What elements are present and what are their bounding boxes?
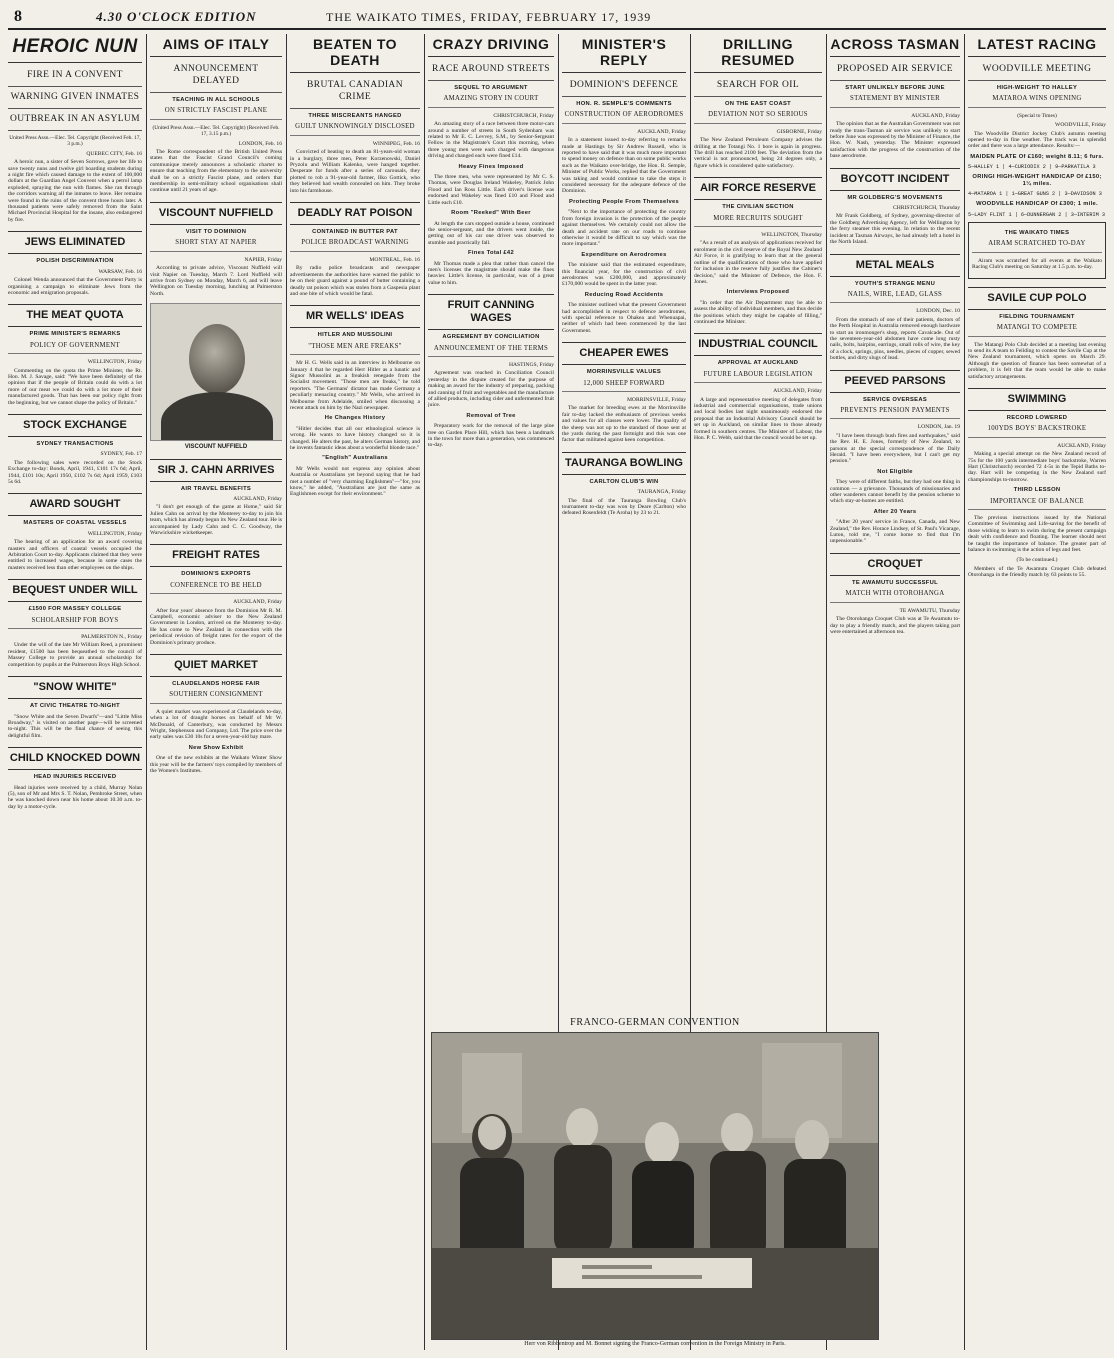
paragraph: Members of the Te Awamutu Croquet Club defeated Otorohanga in the friendly match by 63 points to 55. xyxy=(968,565,1106,579)
paragraph: A heroic nun, a sister of Seven Sorrows, gave her life to save twenty nuns and twelve girl boarding students during a night fire which caused damage to the extent of 100,000 dollars at the Guardian Angel Convent when a petrol lamp exploded, spraying the nun with flames. She ran through the corridors warning all the inmates to leave. Her remains were found in the ruins of the convent three hours later. A thousand patients were safely removed from the Saint Michael Provincial Hospital for the insane, also endangered by fire. xyxy=(8,159,142,223)
paragraph: Colonel Wenda announced that the Government Party is organising a campaign to eliminate Jews from the economic and emigration proposals. xyxy=(8,277,142,296)
dateline: TE AWAMUTU, Thursday xyxy=(899,607,960,614)
paragraph: "Snow White and the Seven Dwarfs"—and "Little Miss Broadway," is visited on another page—will be screened to-night. This will be the final chance of seeing this delightful film. xyxy=(8,713,142,739)
paragraph: "I have been through bush fires and earthquakes," said the Rev. H. E. Jones, formerly of New Zealand, to parsons at the special correspondence of the Daily Herald. "I have been everywhere, but I can't get my pension." xyxy=(830,432,960,465)
paragraph: The New Zealand Petroleum Company advises the drilling at the Totangi No. 1 bore is again in progress. The drill has reached 2100 feet. The deviation from the vertical is not pronounced, being 24 degrees only, a figure which is considered quite satisfactory. xyxy=(694,137,822,169)
article-body xyxy=(830,433,960,465)
subheading: ANNOUNCEMENT DELAYED xyxy=(150,63,282,93)
article-body xyxy=(830,479,960,505)
photo-image xyxy=(431,1032,879,1340)
dateline: WOODVILLE, Friday xyxy=(1055,122,1106,129)
headline: AIR FORCE RESERVE xyxy=(694,177,822,200)
subheading: WARNING GIVEN INMATES xyxy=(8,91,142,109)
subheading: STATEMENT BY MINISTER xyxy=(830,96,960,107)
notice-box xyxy=(968,222,1106,279)
masthead xyxy=(8,6,1106,30)
article-body xyxy=(428,423,554,449)
headline: FRUIT CANNING WAGES xyxy=(428,294,554,330)
paragraph: Mr Thomas made a plea that rather than cancel the men's licenses the magistrate should make the fines heavier. Little's license, in particular, was of a great value to him. xyxy=(428,260,554,286)
dateline: GISBORNE, Friday xyxy=(776,128,822,135)
dateline: LONDON, Dec. 10 xyxy=(916,308,960,315)
subheading: CONSTRUCTION OF AERODROMES xyxy=(562,112,686,123)
subheading: SEARCH FOR OIL xyxy=(694,79,822,97)
race-title: ORINGI HIGH-WEIGHT HANDICAP Of £150; 1¼ miles. xyxy=(972,174,1102,187)
subheading: MORE RECRUITS SOUGHT xyxy=(694,216,822,227)
paragraph: From the stomach of one of their patients, doctors of the Perth Hospital in Australia removed enough hardware to start an ironmonger's shop, reports Cavalcade. Out of the seventeen-year-old abdomen have come long rusty nails, bolts, hairpins, earrings, small rolls of wire, the key of a clock, springs, pins, needles, pieces of copper, sewed bottles, and dirty slugs of lead. xyxy=(830,316,960,362)
headline: QUIET MARKET xyxy=(150,654,282,677)
headline: DRILLING RESUMED xyxy=(694,34,822,73)
paragraph: "Next to the importance of protecting the country from foreign invasion is the protection of the people against themselves. We certainly could not allow the death and accident rate on our roads to continue otherwise it would be difficult to say which was the more important." xyxy=(562,209,686,248)
dateline: WELLINGTON, Thursday xyxy=(761,232,822,239)
paragraph: The minister said that the estimated expenditure, this financial year, for the construction of civil aerodromes was £200,000, and approximately £170,000 would be spent in the latter year. xyxy=(562,262,686,288)
subheading: APPROVAL AT AUCKLAND xyxy=(717,360,799,367)
paragraph: Mr H. G. Wells said in an interview in Melbourne on January 4 that he regarded Herr Hitler as a lunatic and Signor Mussolini as a freakish renegade from the Socialist movement. "Those men are freaks," he told reporters. "The Germans' dictator has made Germany a peculiarly menacing country." Mr Wells, who arrived in Melbourne from Adelaide, smiled when discussing a recent attack on him by the Nazi newspaper. xyxy=(290,360,420,411)
subheading: FIELDING TOURNAMENT xyxy=(999,313,1075,320)
dateline: AUCKLAND, Friday xyxy=(637,128,686,135)
headline: CRAZY DRIVING xyxy=(428,34,554,57)
photo-caption: Herr von Ribbentrop and M. Bonnet signing the Franco-German convention in the Foreign Ministry in Paris. xyxy=(524,1341,786,1347)
article-body xyxy=(694,240,822,285)
paragraph: Convicted of beating to death an 81-years-old woman in a burglary, three men, Peter Korzenowski, Daniel Pryzolu and William Kalenko, were hanged together. Desperate for funds after a series of carousals, they plotted to rob a 91-year-old farmer, Ilko Gottick, who they believed had wealth concealed on him. They broke into his farmhouse. xyxy=(290,149,420,194)
subheading: Removal of Tree xyxy=(466,412,516,419)
dateline: WARSAW, Feb. 16 xyxy=(98,268,142,275)
subheading: Heavy Fines Imposed xyxy=(458,163,524,170)
notice-label: THE WAIKATO TIMES xyxy=(1004,230,1070,237)
paragraph: A large and representative meeting of delegates from industrial and commercial organisations, trade unions and local bodies last night unanimously endorsed the proposal that an Industrial Advisory Council should be set up in Auckland, on similar lines to those already formed in southern centres. The Minister of Labour, the Hon. P. C. Webb, said that the council would be set up. xyxy=(694,396,822,441)
subheading: HON. R. SEMPLE'S COMMENTS xyxy=(576,101,672,107)
article-body xyxy=(150,504,282,536)
headline: AWARD SOUGHT xyxy=(8,493,142,516)
paragraph: "In order that the Air Department may be able to assess the ability of individual members, and thus decide the positions which they might be capable of filling," continued the Minister. xyxy=(694,299,822,325)
article-body xyxy=(694,300,822,326)
edition-label: 4.30 O'CLOCK EDITION xyxy=(96,9,257,24)
article-body xyxy=(290,466,420,498)
dateline: LONDON, Jan. 19 xyxy=(917,424,960,431)
headline: METAL MEALS xyxy=(830,254,960,277)
article-body xyxy=(8,642,142,668)
article-body xyxy=(290,149,420,194)
race-title: MAIDEN PLATE Of £160; weight 8.11; 6 furs. xyxy=(970,153,1104,160)
subheading: HIGH-WEIGHT TO HALLEY xyxy=(996,85,1078,91)
subheading: RECORD LOWERED xyxy=(1006,414,1068,421)
subheading: WOODVILLE MEETING xyxy=(968,63,1106,81)
headline: MR WELLS' IDEAS xyxy=(290,305,420,328)
subheading: TE AWAMUTU SUCCESSFUL xyxy=(852,579,938,586)
subheading: SOUTHERN CONSIGNMENT xyxy=(150,692,282,703)
subheading: BRUTAL CANADIAN CRIME xyxy=(290,79,420,109)
subheading: SERVICE OVERSEAS xyxy=(863,396,927,403)
subheading: THREE MISCREANTS HANGED xyxy=(308,113,402,119)
subheading: ON STRICTLY FASCIST PLANE xyxy=(150,108,282,119)
article-body xyxy=(428,370,554,408)
dateline: LONDON, Feb. 16 xyxy=(238,140,282,147)
paragraph: One of the new exhibits at the Waikato Winter Show this year will be the farmers' toys compiled by members of the Women's Institutes. xyxy=(150,755,282,775)
dateline: CHRISTCHURCH, Thursday xyxy=(892,205,960,212)
paragraph: According to private advice, Viscount Nuffield will visit Napier on Tuesday, March 7. Lord Nuffield will arrive from Sydney on Monday, March 6, and will leave Wellington on Tuesday morning, lunching at Palmerston North. xyxy=(150,265,282,297)
article-body xyxy=(150,265,282,297)
subheading: IMPORTANCE OF BALANCE xyxy=(968,499,1106,510)
headline: CHEAPER EWES xyxy=(562,342,686,365)
headline: ACROSS TASMAN xyxy=(830,34,960,57)
subheading: NAILS, WIRE, LEAD, GLASS xyxy=(830,292,960,303)
dateline: NAPIER, Friday xyxy=(244,256,282,263)
subheading: £1500 FOR MASSEY COLLEGE xyxy=(28,606,122,613)
article-body xyxy=(8,460,142,486)
paragraph: In a statement issued to-day referring to remarks made at Hastings by Sir Andrew Russell, who is reported to have said that it was much more important to spend money on defence than on some public works such as the Waikato over-bridge, the Hon. R. Semple, Minister of Public Works, replied that the Government was taking and would continue to take the steps it considered necessary for the adequate defence of the Dominion. xyxy=(562,137,686,195)
paragraph: By radio police broadcasts and newspaper advertisements the authorities have warned the public to be on their guard against a pound of butter containing a deadly rat poison which was stolen from a Gaspesia plant and one bite of which would be fatal. xyxy=(290,265,420,297)
paragraph: Commenting on the quota the Prime Minister, the Rt. Hon. M. J. Savage, said: "We have been definitely of the opinion that if the people of Britain could do with a lot more of our meat we could do with a lot more of their manufactured goods. That has been our policy right from the beginning, but we cannot shape the policy of Britain." xyxy=(8,367,142,406)
wire-credit: United Press Assn.—Elec. Tel. Copyright (Received Feb. 17, 3 p.m.) xyxy=(9,135,141,148)
column-rule xyxy=(146,34,147,1350)
headline: BEQUEST UNDER WILL xyxy=(8,579,142,602)
subheading: FIRE IN A CONVENT xyxy=(8,69,142,87)
headline: MINISTER'S REPLY xyxy=(562,34,686,73)
dateline: WELLINGTON, Friday xyxy=(87,359,142,366)
article-body xyxy=(562,137,686,195)
subheading: "THOSE MEN ARE FREAKS" xyxy=(290,344,420,355)
paragraph: Airam was scratched for all events at the Waikato Racing Club's meeting on Saturday at 1.5 p.m. to-day. xyxy=(972,257,1102,271)
headline: HEROIC NUN xyxy=(8,34,142,63)
paragraph: The Rome correspondent of the British United Press states that the Fascist Grand Council's coming communique merely announces a scholastic charter to ensure that teaching from the elementary to the university shall be on a strictly Fascist plane, and orders that membership in semi-military school organisations shall continue until 21 years of age. xyxy=(150,149,282,194)
paragraph: After four years' absence from the Dominion Mr R. M. Campbell, economic adviser to the New Zealand Government in London, arrived on the Monterey to-day. He has come to New Zealand in connection with the periodical revision of freight rates for the export of the Dominion's primary produce. xyxy=(150,607,282,646)
dateline: AUCKLAND, Friday xyxy=(911,112,960,119)
subheading: SHORT STAY AT NAPIER xyxy=(150,240,282,251)
subheading: "English" Australians xyxy=(322,455,388,462)
dateline: WINNIPEG, Feb. 16 xyxy=(372,140,420,147)
subheading: ANNOUNCEMENT OF THE TERMS xyxy=(428,346,554,357)
column-2 xyxy=(150,34,282,1352)
headline: CHILD KNOCKED DOWN xyxy=(8,747,142,770)
subheading: HEAD INJURIES RECEIVED xyxy=(33,774,117,781)
dateline: SYDNEY, Feb. 17 xyxy=(100,451,142,458)
subheading: SEQUEL TO ARGUMENT xyxy=(454,85,528,91)
subheading: MATAROA WINS OPENING xyxy=(968,96,1106,107)
subheading: PROPOSED AIR SERVICE xyxy=(830,63,960,81)
headline: PEEVED PARSONS xyxy=(830,370,960,393)
subheading: START UNLIKELY BEFORE JUNE xyxy=(845,85,945,91)
subheading: 100YDS BOYS' BACKSTROKE xyxy=(968,426,1106,437)
headline: SAVILE CUP POLO xyxy=(968,287,1106,310)
headline: LATEST RACING xyxy=(968,34,1106,57)
dateline: CHRISTCHURCH, Friday xyxy=(493,112,554,119)
dateline: MONTREAL, Feb. 16 xyxy=(369,256,420,263)
article-body xyxy=(830,213,960,245)
paragraph: At length the cars stopped outside a house, continued the senior-sergeant, and the drivers went inside, the getting out of his car one driver was observed to stumble and practically fall. xyxy=(428,220,554,246)
article-body xyxy=(428,261,554,287)
article-body xyxy=(290,426,420,452)
article-body xyxy=(830,317,960,362)
article-body xyxy=(428,174,554,206)
paragraph: Preparatory work for the removal of the large pine tree on Garden Place Hill, which has been a landmark in the town for more than a generation, was commenced to-day. xyxy=(428,423,554,449)
subheading: POLISH DISCRIMINATION xyxy=(36,258,114,265)
subheading: VISIT TO DOMINION xyxy=(185,228,247,235)
article-body xyxy=(290,265,420,297)
article-body xyxy=(830,121,960,159)
paragraph: The three men, who were represented by Mr C. S. Thomas, were Douglas Ireland Wakeley, Patrick John Flood and Ian Ross Little. Each driver's license was endorsed and Wakeley was fined £10 and Flood and Little each £10. xyxy=(428,174,554,206)
paragraph: Mr Frank Goldberg, of Sydney, governing-director of the Goldberg Advertising Agency, left for Wellington by the ferry steamer this evening. In relation to the recent incident at Tasman Airways, he had already left a hotel in the North Island. xyxy=(830,213,960,246)
paragraph: Mr Wells would not express any opinion about Australia or Australians yet beyond saying that he had met a number of "very charming Englishmen"—"for, you know," he added, "Australians are just the same as Englishmen except for their environment." xyxy=(290,465,420,498)
headline: INDUSTRIAL COUNCIL xyxy=(694,333,822,356)
subheading: Reducing Road Accidents xyxy=(584,291,664,298)
headline: THE MEAT QUOTA xyxy=(8,304,142,327)
subheading: AIR TRAVEL BENEFITS xyxy=(180,485,252,492)
continued-note: (To be continued.) xyxy=(1016,557,1058,564)
column-8 xyxy=(968,34,1106,1352)
article-body xyxy=(8,368,142,406)
headline: VISCOUNT NUFFIELD xyxy=(150,202,282,225)
subheading: Interviews Proposed xyxy=(726,289,790,296)
paragraph: The minister outlined what the present Government had accomplished in respect to defence aerodromes, with special reference to Ohakea and Whenuapai, neither of which had been commenced by the last Government. xyxy=(562,302,686,334)
column-6 xyxy=(694,34,822,1012)
portrait-photo xyxy=(150,303,282,441)
paragraph: "I don't get enough of the game at Home," said Sir Julien Cahn on arrival by the Monterey to-day to join his team, which has already begun its New Zealand tour. He is accompanied by Lady Cahn and C. C. Goodway, the Warwickshire wicketkeeper. xyxy=(150,504,282,536)
subheading: MATANGI TO COMPETE xyxy=(968,325,1106,336)
subheading: AGREEMENT BY CONCILIATION xyxy=(442,334,540,341)
subheading: MASTERS OF COASTAL VESSELS xyxy=(23,520,127,527)
article-body xyxy=(150,149,282,194)
subheading: TEACHING IN ALL SCHOOLS xyxy=(172,97,260,103)
headline: SWIMMING xyxy=(968,388,1106,411)
subheading: HITLER AND MUSSOLINI xyxy=(317,332,393,339)
paragraph: Under the will of the late Mr William Reed, a prominent resident, £1500 has been bequeathed to the council of Massey College to provide an annual scholarship for competition by pupils at the Palmerston Boys High School. xyxy=(8,642,142,668)
paragraph: The hearing of an application for an award covering masters and officers of coastal vessels occupied the Arbitration Court to-day. Applicants claimed that they were entitled to increased wages, because in some cases the masters received less than other employees on the ships. xyxy=(8,539,142,571)
wire-credit: (United Press Assn.—Elec. Tel. Copyright) (Received Feb. 17, 3.15 p.m.) xyxy=(152,124,280,138)
headline: TAURANGA BOWLING xyxy=(562,452,686,475)
article-body xyxy=(8,714,142,740)
subheading: THE CIVILIAN SECTION xyxy=(722,204,794,211)
subheading: ON THE EAST COAST xyxy=(725,101,791,107)
article-body xyxy=(968,451,1106,483)
headline: AIMS OF ITALY xyxy=(150,34,282,57)
subheading: OUTBREAK IN AN ASYLUM xyxy=(8,113,142,131)
subheading: SCHOLARSHIP FOR BOYS xyxy=(8,618,142,629)
article-body xyxy=(8,159,142,223)
page-number: 8 xyxy=(14,8,22,25)
headline: JEWS ELIMINATED xyxy=(8,231,142,254)
subheading: POLICY OF GOVERNMENT xyxy=(8,343,142,354)
dateline: AUCKLAND, Friday xyxy=(1057,442,1106,449)
column-rule xyxy=(286,34,287,1350)
subheading: MR GOLDBERG'S MOVEMENTS xyxy=(847,194,943,201)
article-body xyxy=(968,566,1106,579)
subheading: MATCH WITH OTOROHANGA xyxy=(830,591,960,602)
dateline: PALMERSTON N., Friday xyxy=(81,634,142,641)
article-body xyxy=(562,405,686,443)
paragraph: They were of different faiths, but they had one thing in common — a grievance. Thousands of missionaries and other wanderers cannot benefit by the pension scheme to which stay-at-homes are entitled. xyxy=(830,479,960,505)
headline: BOYCOTT INCIDENT xyxy=(830,168,960,191)
subheading: POLICE BROADCAST WARNING xyxy=(290,240,420,251)
portrait-coat xyxy=(161,392,273,441)
subheading: 12,000 SHEEP FORWARD xyxy=(562,381,686,392)
wire-credit: (Special to Times) xyxy=(1017,112,1057,119)
news-photo xyxy=(425,1017,885,1353)
subheading: DOMINION'S EXPORTS xyxy=(181,571,251,578)
article-body xyxy=(150,755,282,774)
article-body xyxy=(830,519,960,545)
paragraph: Head injuries were received by a child, Murray Nolan (5), son of Mr and Mrs S. T. Nolan, Pembroke Street, when he was knocked down near his home about 10.30 a.m. to-day by a motor-cycle. xyxy=(8,784,142,810)
race-results: 4—MATAROA 1 | 1—GREAT GUNS 2 | 3—DAVIDSON 3 xyxy=(968,191,1102,198)
article-body xyxy=(8,785,142,811)
headline: BEATEN TO DEATH xyxy=(290,34,420,73)
race-results: 5—LADY FLINT 1 | 6—DUNNERGAN 2 | 3—INTERIM 3 xyxy=(968,211,1105,218)
article-body xyxy=(562,302,686,334)
article-body xyxy=(8,277,142,296)
article-body xyxy=(562,498,686,517)
subheading: Room "Reeked" With Beer xyxy=(451,210,531,217)
paragraph: The final of the Tauranga Bowling Club's tournament to-day was won by Deare (Carlton) who defeated Rosenfeldt (Te Aroha) by 23 to 21. xyxy=(562,497,686,517)
paragraph: A quiet market was experienced at Claudelands to-day, when a lot of draught horses on behalf of Mr W. McDonald, of Canterbury, was conducted by Messrs Wright, Stephenson and Company, Ltd. The price over the early sales was £30 10s for a seven-year-old bay mare. xyxy=(150,708,282,741)
subheading: YOUTH'S STRANGE MENU xyxy=(854,280,936,287)
subheading: DOMINION'S DEFENCE xyxy=(562,79,686,97)
article-body xyxy=(694,137,822,169)
photo-caption: VISCOUNT NUFFIELD xyxy=(184,444,248,451)
dateline: HASTINGS, Friday xyxy=(508,361,554,368)
article-body xyxy=(150,608,282,646)
paragraph: The following sales were recorded on the Stock Exchange to-day: Bonds, April, 1941, £101 17s 6d; April, 1944, £101 10s; April 1950, £102 7s 6d; April 1959, £103 5s 6d. xyxy=(8,459,142,485)
subheading: After 20 Years xyxy=(873,508,917,515)
subheading: CONFERENCE TO BE HELD xyxy=(150,583,282,594)
article-body xyxy=(694,397,822,442)
subheading: CARLTON CLUB'S WIN xyxy=(589,478,659,485)
paragraph: The market for breeding ewes at the Morrinsville fair to-day lacked the enthusiasm of previous weeks and values for all classes were lower. The quality of the sheep was not up to the standard of those sent at the yards during the past fortnight and this was one factor that militated against keen competition. xyxy=(562,405,686,444)
subheading: CLAUDELANDS HORSE FAIR xyxy=(172,681,260,688)
headline: "SNOW WHITE" xyxy=(8,676,142,699)
paragraph: "Hitler decides that all our ethnological science is wrong. He wants to have history changed so it is changed. He alters the past, he alters German history, and he invents fantastic ideas about a wonderful blonde race." xyxy=(290,425,420,451)
article-body xyxy=(290,360,420,411)
subheading: Not Eligible xyxy=(877,468,913,475)
paragraph: "As a result of an analysis of applications received for enrolment in the civil reserve of the Royal New Zealand Air Force, it is gratifying to learn that at the general outline of the qualifications of those who have applied for inclusion in the reserve fully justifies the Cabinet's decision," said the Minister of Defence, the Hon. F. Jones. xyxy=(694,240,822,285)
photo-scene-graphic xyxy=(432,1033,878,1339)
headline: FREIGHT RATES xyxy=(150,544,282,567)
column-5 xyxy=(562,34,686,1012)
newspaper-header: THE WAIKATO TIMES, FRIDAY, FEBRUARY 17, 1939 xyxy=(326,10,652,24)
article-body xyxy=(968,342,1106,380)
subheading: Expenditure on Aerodromes xyxy=(581,251,667,258)
subheading: CONTAINED IN BUTTER PAT xyxy=(312,229,398,236)
subheading: SYDNEY TRANSACTIONS xyxy=(36,440,114,447)
subheading: PRIME MINISTER'S REMARKS xyxy=(29,331,121,338)
article-body xyxy=(968,515,1106,553)
subheading: GUILT UNKNOWINGLY DISCLOSED xyxy=(290,124,420,135)
paragraph: An amazing story of a race between three motor-cars around a number of streets in South Sydenham was related to Mr E. C. Levvey, S.M., by Senior-Sergeant Fellow in the Magistrate's Court this morning, when three young men were each charged with dangerous driving and changed each were fined £14. xyxy=(428,121,554,160)
subheading: THIRD LESSON xyxy=(1013,487,1061,494)
dateline: AUCKLAND, Friday xyxy=(773,388,822,395)
column-3 xyxy=(290,34,420,1352)
subheading: New Show Exhibit xyxy=(188,744,244,751)
subheading: PREVENTS PENSION PAYMENTS xyxy=(830,408,960,419)
paragraph: The opinion that as the Australian Government was not ready the trans-Tasman air service was unlikely to start before June was expressed by the Minister of Finance, the Hon. W. Nash, yesterday. The Minister expressed satisfaction with the progress of the construction of the base aerodrome. xyxy=(830,121,960,160)
paragraph: The Matangi Polo Club decided at a meeting last evening to send its A team to Feilding to contest the Savile Cup at the New Zealand tournament, which opens on March 29. Although the question of finance has been somewhat of a problem, it is felt that the team would be able to make satisfactory arrangements. xyxy=(968,341,1106,380)
photo-title: FRANCO-GERMAN CONVENTION xyxy=(570,1017,740,1028)
dateline: TAURANGA, Friday xyxy=(637,489,686,496)
subheading: MORRINSVILLE VALUES xyxy=(586,369,662,376)
paragraph: Making a special attempt on the New Zealand record of 75s for the 100 yards intermediate boys' backstroke, Warren Hart (Christchurch) recorded 72 4-5s in the Tepid Baths to-day. Hart will be competing in the New Zealand surf championships to-morrow. xyxy=(968,451,1106,483)
subheading: Protecting People From Themselves xyxy=(568,198,680,205)
article-body xyxy=(8,539,142,571)
dateline: AUCKLAND, Friday xyxy=(233,495,282,502)
paragraph: "After 20 years' service in France, Canada, and New Zealand," the Rev. Horace Lindsey, of St. Paul's Vicarage, Luton, told me, "I come home to find that I'm unpensionable." xyxy=(830,519,960,545)
dateline: MORRINSVILLE, Friday xyxy=(626,397,686,403)
article-body xyxy=(150,709,282,741)
portrait-face xyxy=(189,324,245,394)
article-body xyxy=(562,209,686,247)
column-rule xyxy=(964,34,965,1350)
dateline: WELLINGTON, Friday xyxy=(87,530,142,537)
paragraph: The Otorohanga Croquet Club was at Te Awamutu to-day to play a friendly match, and the players taking part were entertained at afternoon tea. xyxy=(830,616,960,635)
paragraph: The Woodville District Jockey Club's autumn meeting opened to-day in fine weather. The track was in splendid order and there was a large attendance. Results:— xyxy=(968,130,1106,150)
headline: STOCK EXCHANGE xyxy=(8,414,142,437)
paragraph: The previous instructions issued by the National Committee of Swimming and Life-saving for the benefit of those wishing to learn to swim during the present campaign dealt with confidence and floating. The learner should next be taught the importance of balance. The greater part of balance in swimming is the action of legs and feet. xyxy=(968,515,1106,554)
dateline: AUCKLAND, Friday xyxy=(233,599,282,606)
subheading: DEVIATION NOT SO SERIOUS xyxy=(694,112,822,123)
dateline: QUEBEC CITY, Feb. 16 xyxy=(86,150,142,157)
subheading: AMAZING STORY IN COURT xyxy=(428,96,554,107)
headline: CROQUET xyxy=(830,553,960,576)
article-body xyxy=(968,131,1106,150)
race-title: WOODVILLE HANDICAP Of £300; 1 mile. xyxy=(976,201,1098,208)
headline: DEADLY RAT POISON xyxy=(290,202,420,225)
race-results: 5—HALLEY 1 | 4—CURIODIX 2 | 9—PARKATILA 3 xyxy=(968,164,1096,171)
article-body xyxy=(972,258,1102,271)
subheading: FUTURE LABOUR LEGISLATION xyxy=(694,372,822,383)
article-body xyxy=(562,262,686,288)
column-1 xyxy=(8,34,142,1352)
subheading: Fines Total £42 xyxy=(468,250,514,257)
article-body xyxy=(428,121,554,159)
article-body xyxy=(830,616,960,635)
paragraph: Agreement was reached in Conciliation Council yesterday in the dispute created for the purpose of making an award for the industry of preparing, packing and canning of fruit and vegetables and the manufacture of allied products, including cider and unfermented fruit juice. xyxy=(428,370,554,409)
subheading: He Changes History xyxy=(324,415,386,422)
article-body xyxy=(428,221,554,247)
column-4 xyxy=(428,34,554,1012)
subheading: AT CIVIC THEATRE TO-NIGHT xyxy=(30,703,120,710)
headline: SIR J. CAHN ARRIVES xyxy=(150,459,282,482)
notice-title: AIRAM SCRATCHED TO-DAY xyxy=(972,241,1102,252)
subheading: RACE AROUND STREETS xyxy=(428,63,554,81)
